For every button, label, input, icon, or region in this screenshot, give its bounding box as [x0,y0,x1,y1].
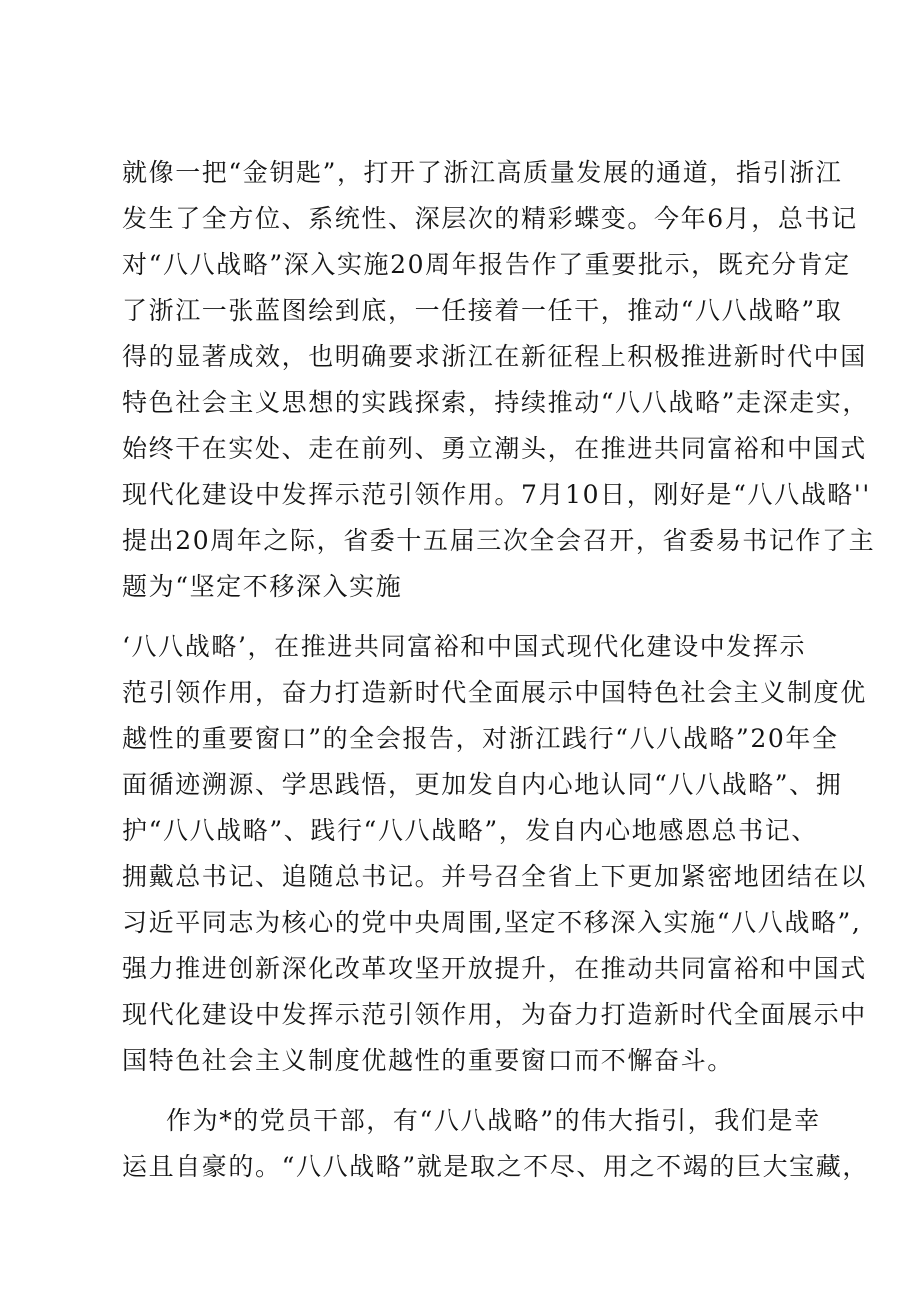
text-line: 特色社会主义思想的实践探索，持续推动“八八战略”走深走实， [122,388,869,417]
text-line: 运且自豪的。“八八战略”就是取之不尽、用之不竭的巨大宝藏， [122,1152,869,1181]
text-line: 面循迹溯源、学思践悟，更加发自内心地认同“八八战略”、拥 [122,770,843,799]
text-line: 得的显著成效，也明确要求浙江在新征程上积极推进新时代中国 [122,342,867,371]
text-line: 范引领作用，奋力打造新时代全面展示中国特色社会主义制度优 [122,678,867,707]
text-line: 习近平同志为核心的党中央周围,坚定不移深入实施“八八战略”, [122,908,862,937]
text-line: 提出20周年之际，省委十五届三次全会召开，省委易书记作了主 [122,526,876,555]
text-line: 现代化建设中发挥示范引领作用。7月10日，刚好是“八八战略'' [122,480,871,509]
text-line: ‘八八战略’，在推进共同富裕和中国式现代化建设中发挥示 [122,632,807,661]
text-line: 现代化建设中发挥示范引领作用，为奋力打造新时代全面展示中 [122,1000,867,1029]
text-line: 拥戴总书记、追随总书记。并号召全省上下更加紧密地团结在以 [122,862,867,891]
text-line: 就像一把“金钥匙”，打开了浙江高质量发展的通道，指引浙江 [122,158,843,187]
text-line: 越性的重要窗口”的全会报告，对浙江践行“八八战略”20年全 [122,724,839,753]
text-line: 始终干在实处、走在前列、勇立潮头，在推进共同富裕和中国式 [122,434,867,463]
text-line: 强力推进创新深化改革攻坚开放提升，在推动共同富裕和中国式 [122,954,867,983]
text-line: 护“八八战略”、践行“八八战略”，发自内心地感恩总书记、 [122,816,818,845]
document-body [122,150,876,1190]
text-line: 对“八八战略”深入实施20周年报告作了重要批示，既充分肯定 [122,250,851,279]
text-line: 题为“坚定不移深入实施 [122,572,403,601]
text-line: 国特色社会主义制度优越性的重要窗口而不懈奋斗。 [122,1046,734,1075]
text-line: 发生了全方位、系统性、深层次的精彩蝶变。今年6月，总书记 [122,204,858,233]
paragraph-first-line: 作为*的党员干部，有“八八战略”的伟大指引，我们是幸 [166,1106,821,1135]
text-line: 了浙江一张蓝图绘到底，一任接着一任干，推动“八八战略”取 [122,296,843,325]
